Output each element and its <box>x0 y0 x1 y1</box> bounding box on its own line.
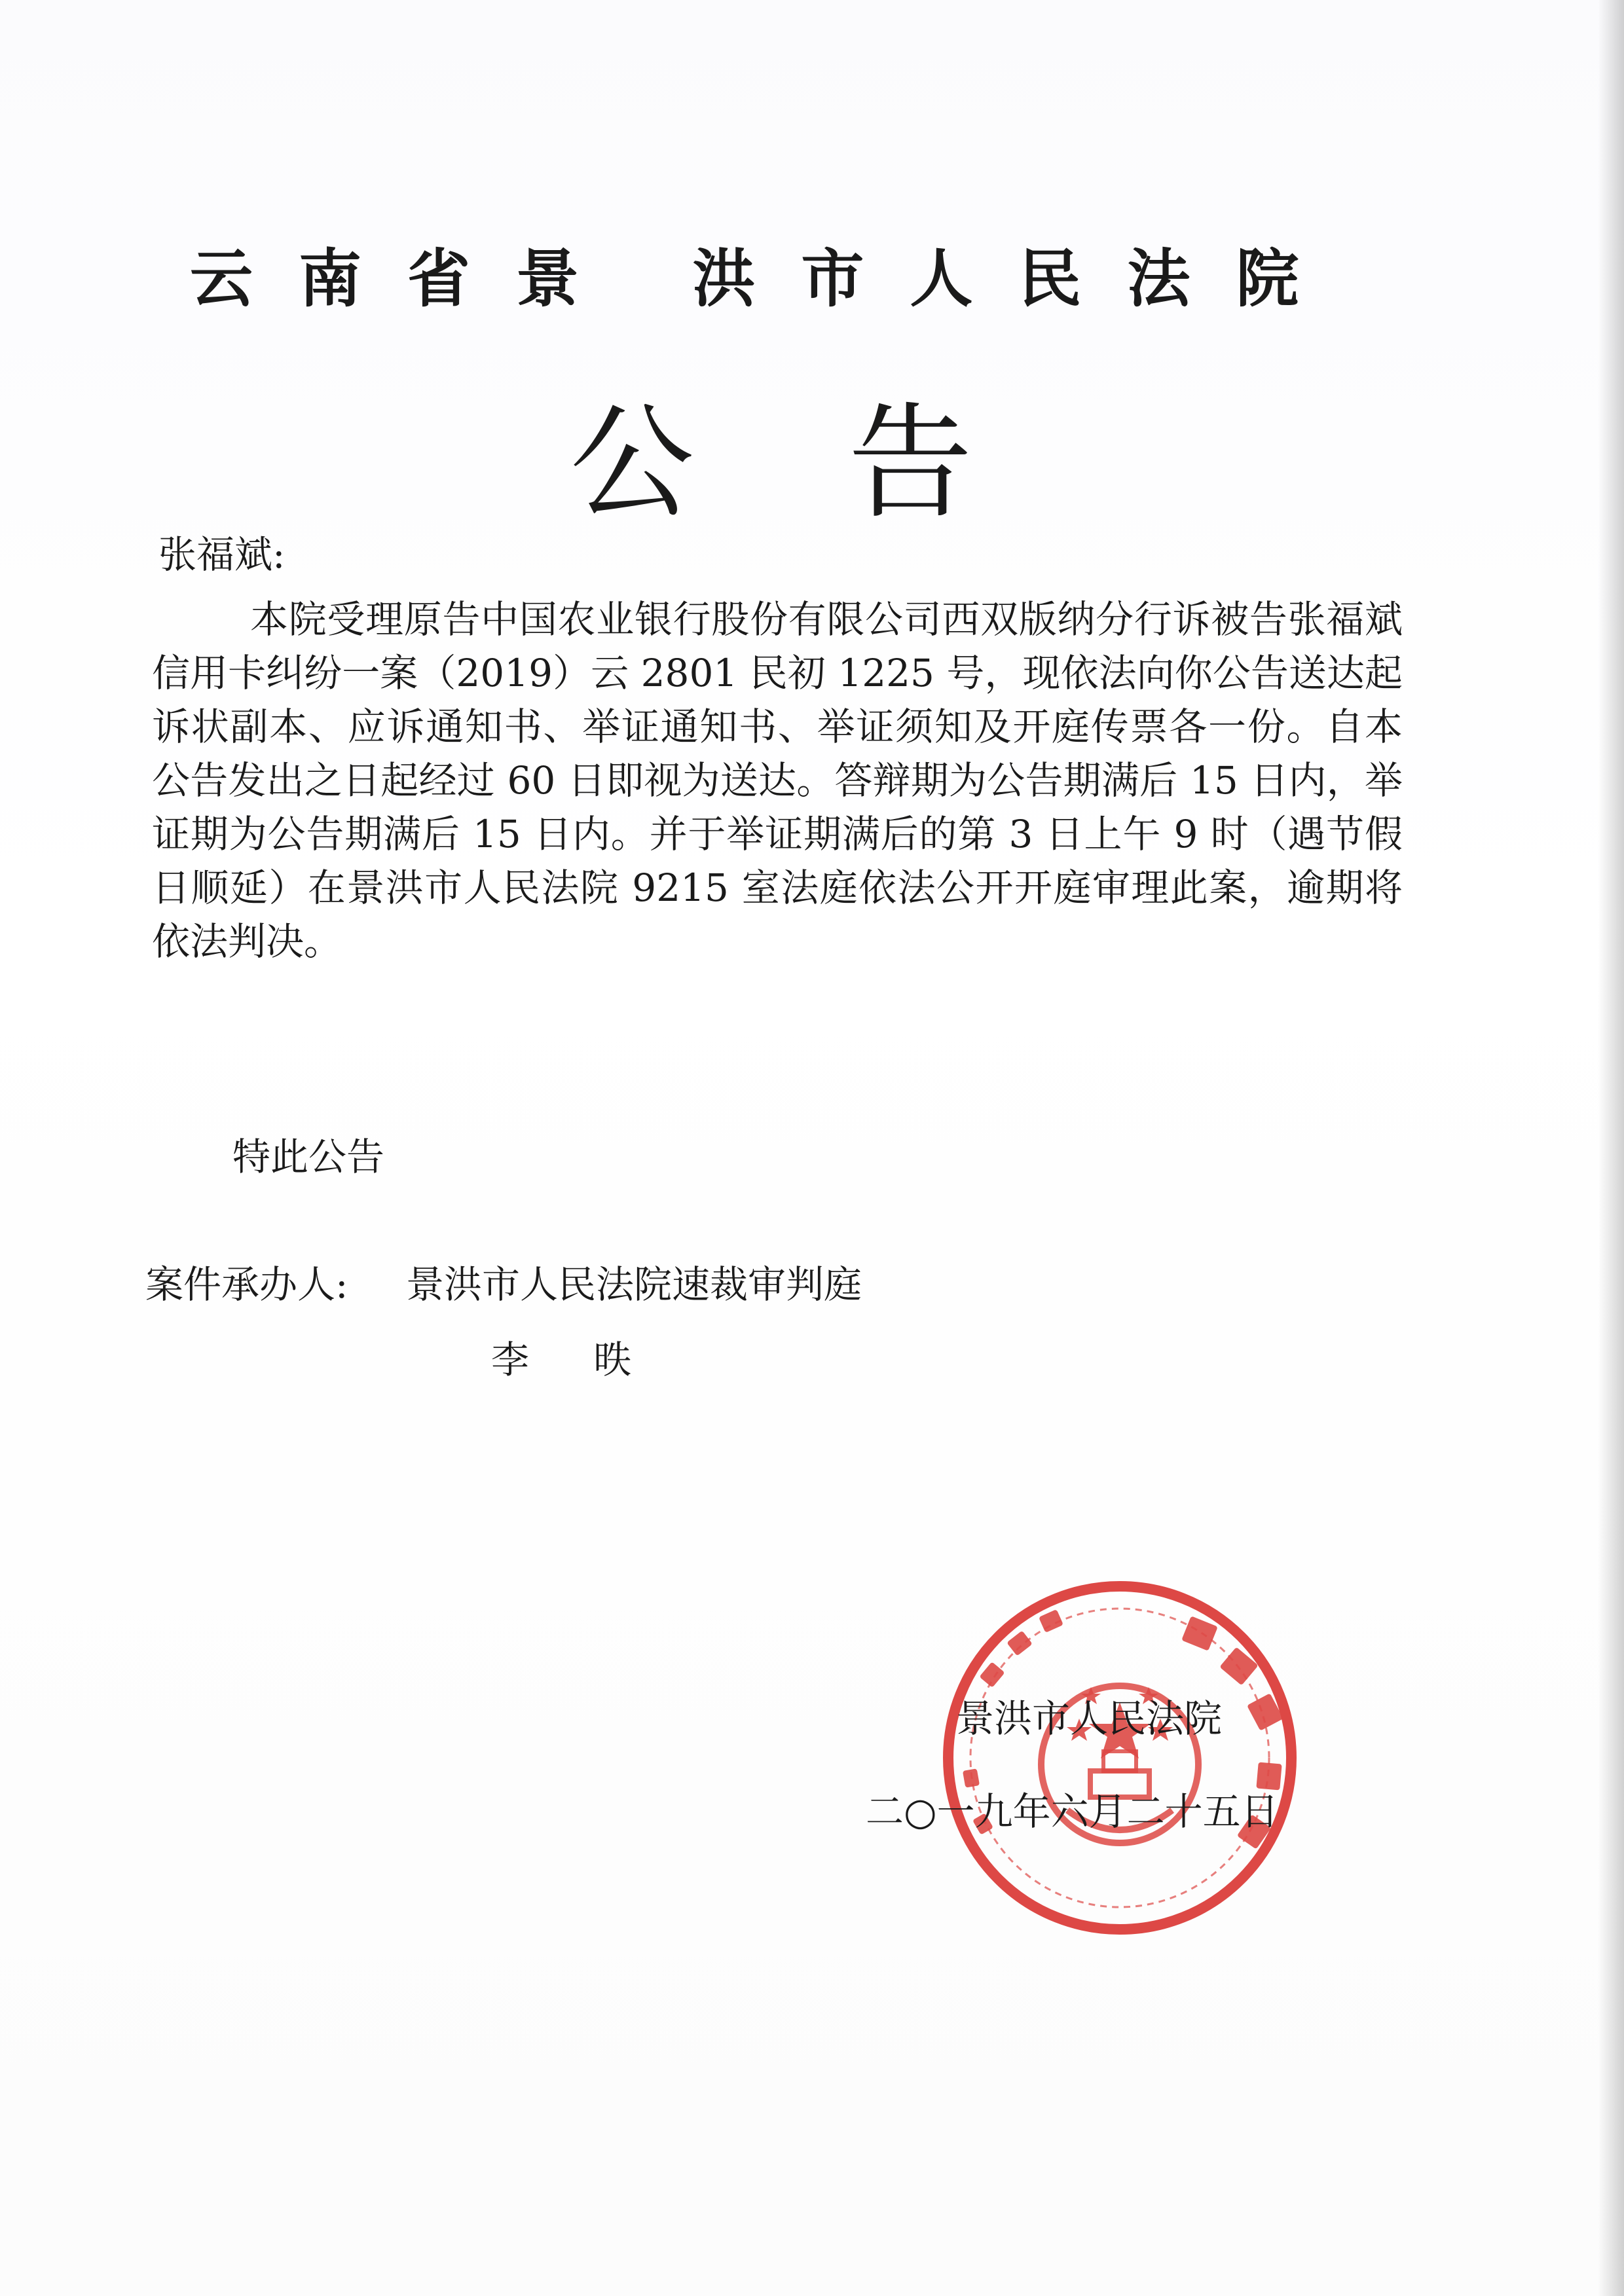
addressee: 张福斌: <box>158 532 286 577</box>
case-handler-person: 李 昳 <box>491 1338 658 1382</box>
case-handler-label: 案件承办人: <box>145 1262 348 1307</box>
court-name-heading: 云南省景 洪市人民法院 <box>190 242 1345 316</box>
scan-edge-shadow <box>1598 0 1624 2296</box>
issue-date: 二○一九年六月二十五日 <box>866 1789 1279 1834</box>
seal-icon <box>948 1586 1291 1929</box>
notice-body: 本院受理原告中国农业银行股份有限公司西双版纳分行诉被告张福斌信用卡纠纷一案（2019）云 2801 民初 1225 号，现依法向你公告送达起诉状副本、应诉通知书、举证通知书、举证须知及开庭传票各一份。自本公告发出之日起经过 60 日即视为送达。答辩期为公告期满后 15 日内，举证期为公告期满后 15 日内。并于举证期满后的第 3 日上午 9 时（遇节假日顺延）在景洪市人民法院 9215 室法庭依法公开开庭审理此案，逾期将依法判决。 <box>152 597 1403 964</box>
document-title: 公告 <box>570 391 1127 536</box>
case-handler-department: 景洪市人民法院速裁审判庭 <box>406 1262 862 1307</box>
issuing-court: 景洪市人民法院 <box>956 1696 1223 1741</box>
court-seal-stamp <box>936 1575 1303 1941</box>
closing-phrase: 特此公告 <box>232 1135 385 1179</box>
